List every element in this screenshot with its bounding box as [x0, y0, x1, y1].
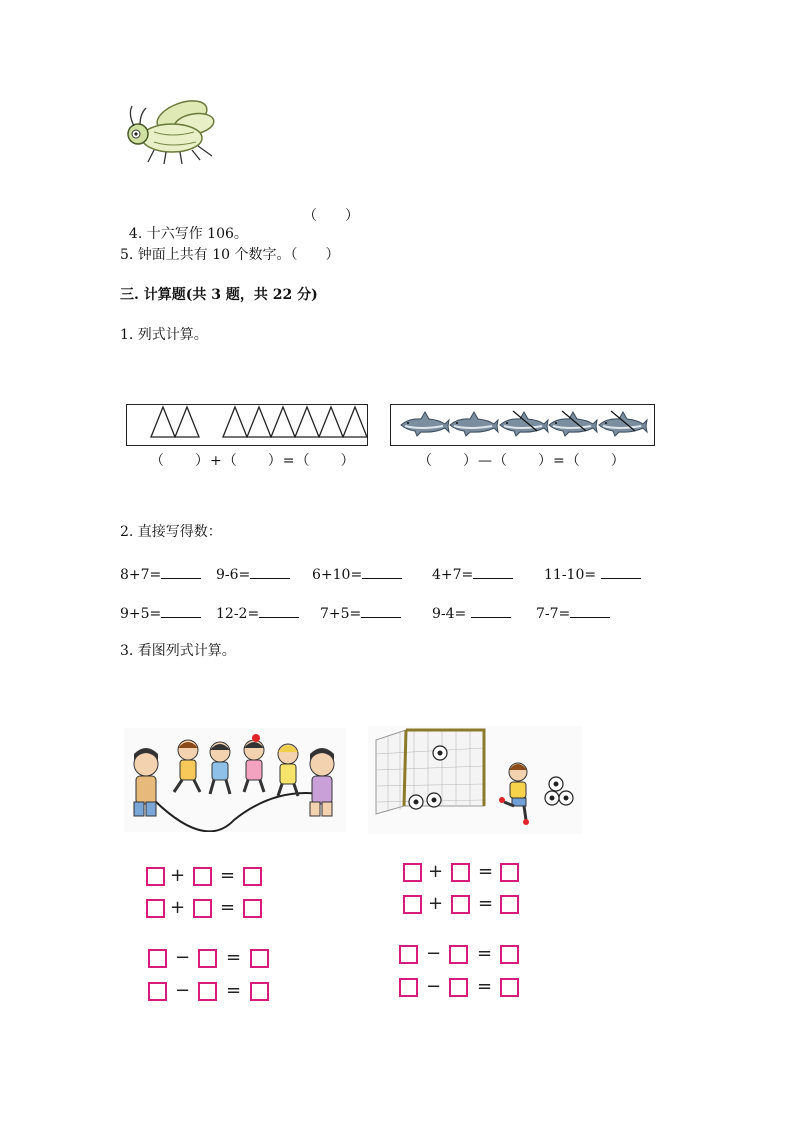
plus-sign: + — [428, 893, 444, 914]
soccer-illustration — [368, 726, 582, 834]
triangle — [247, 407, 271, 437]
triangle — [151, 407, 175, 437]
answer-square[interactable] — [449, 978, 468, 997]
answer-square[interactable] — [243, 867, 262, 886]
answer-square[interactable] — [250, 949, 269, 968]
shark — [599, 412, 647, 436]
calc-2-row-1-item-5: 11-10= — [544, 564, 641, 584]
formula-right[interactable]: （ ）—（ ）=（ ） — [418, 453, 626, 469]
triangle — [175, 407, 199, 437]
equals-sign: = — [477, 976, 493, 997]
calc-1-title: 1. 列式计算。 — [120, 327, 208, 343]
answer-square[interactable] — [403, 895, 422, 914]
answer-square[interactable] — [500, 863, 519, 882]
calc-2-row-1-item-4: 4+7= — [432, 564, 513, 584]
equals-sign: = — [478, 893, 494, 914]
minus-sign: − — [175, 980, 191, 1001]
minus-sign: − — [426, 943, 442, 964]
calc-2-row-2-item-5: 7-7= — [536, 603, 610, 623]
triangles-box — [126, 404, 368, 446]
calc-2-row-2-item-3: 7+5= — [320, 603, 401, 623]
triangles-figure — [127, 405, 367, 445]
question-4-answer-paren[interactable]: （ ） — [303, 208, 359, 224]
answer-blank[interactable] — [362, 564, 402, 579]
answer-square[interactable] — [193, 899, 212, 918]
equals-sign: = — [220, 897, 236, 918]
equals-sign: = — [478, 861, 494, 882]
answer-blank[interactable] — [471, 603, 511, 618]
answer-square[interactable] — [148, 949, 167, 968]
answer-square[interactable] — [449, 945, 468, 964]
answer-blank[interactable] — [161, 603, 201, 618]
plus-sign: + — [170, 897, 186, 918]
answer-square[interactable] — [500, 978, 519, 997]
fly-illustration — [124, 98, 220, 168]
calc-2-row-1-item-1: 8+7= — [120, 564, 201, 584]
triangle — [271, 407, 295, 437]
answer-square[interactable] — [193, 867, 212, 886]
answer-square[interactable] — [399, 945, 418, 964]
sharks-box — [390, 404, 655, 446]
answer-square[interactable] — [500, 895, 519, 914]
child-rope-holder-right — [310, 748, 334, 816]
shark — [401, 412, 449, 436]
answer-blank[interactable] — [161, 564, 201, 579]
answer-blank[interactable] — [361, 603, 401, 618]
calc-3-title: 3. 看图列式计算。 — [120, 643, 236, 659]
answer-square[interactable] — [403, 863, 422, 882]
answer-blank[interactable] — [259, 603, 299, 618]
calc-2-row-2-item-1: 9+5= — [120, 603, 201, 623]
equals-sign: = — [220, 865, 236, 886]
answer-blank[interactable] — [250, 564, 290, 579]
formula-left[interactable]: （ ）+（ ）=（ ） — [150, 453, 356, 469]
answer-blank[interactable] — [570, 603, 610, 618]
answer-square[interactable] — [451, 863, 470, 882]
equals-sign: = — [477, 943, 493, 964]
shark — [450, 412, 498, 436]
plus-sign: + — [428, 861, 444, 882]
answer-square[interactable] — [146, 899, 165, 918]
triangle — [319, 407, 343, 437]
minus-sign: − — [175, 947, 191, 968]
answer-square[interactable] — [399, 978, 418, 997]
sharks-figure — [391, 405, 654, 445]
answer-square[interactable] — [451, 895, 470, 914]
plus-sign: + — [170, 865, 186, 886]
calc-2-row-1-item-2: 9-6= — [216, 564, 290, 584]
shark — [549, 412, 597, 436]
calc-2-row-1-item-3: 6+10= — [312, 564, 402, 584]
answer-square[interactable] — [500, 945, 519, 964]
answer-square[interactable] — [198, 949, 217, 968]
equals-sign: = — [226, 947, 242, 968]
answer-blank[interactable] — [601, 564, 641, 579]
question-5: 5. 钟面上共有 10 个数字。（ ） — [120, 247, 340, 263]
triangle — [223, 407, 247, 437]
answer-square[interactable] — [243, 899, 262, 918]
jump-rope-illustration — [124, 728, 346, 832]
minus-sign: − — [426, 976, 442, 997]
calc-2-title: 2. 直接写得数： — [120, 524, 222, 540]
calc-2-row-2-item-2: 12-2= — [216, 603, 299, 623]
triangle — [343, 407, 367, 437]
question-4 — [120, 207, 248, 243]
answer-square[interactable] — [148, 982, 167, 1001]
question-4-text: 4. 十六写作 106。 — [128, 226, 248, 242]
answer-blank[interactable] — [473, 564, 513, 579]
answer-square[interactable] — [146, 867, 165, 886]
answer-square[interactable] — [250, 982, 269, 1001]
section-3-title: 三. 计算题(共 3 题，共 22 分) — [120, 287, 318, 303]
answer-square[interactable] — [198, 982, 217, 1001]
child-rope-holder-left — [134, 748, 158, 816]
equals-sign: = — [226, 980, 242, 1001]
triangle — [295, 407, 319, 437]
calc-2-row-2-item-4: 9-4= — [432, 603, 511, 623]
shark — [500, 412, 548, 436]
